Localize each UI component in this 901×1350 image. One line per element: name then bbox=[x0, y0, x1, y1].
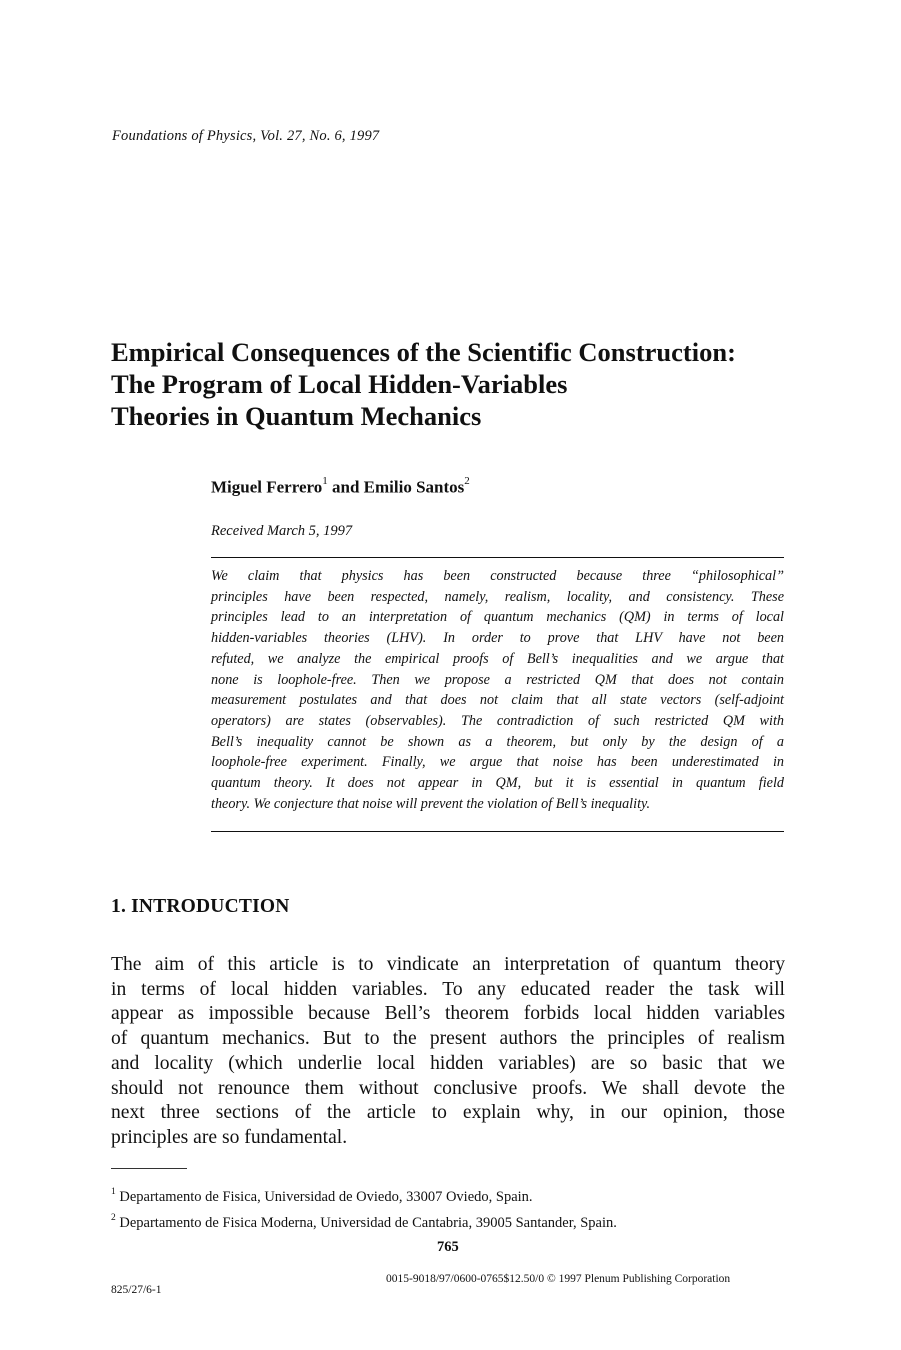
body-line: and locality (which underlie local hidden variables) are so basic that we bbox=[111, 1052, 785, 1074]
body-line: should not renounce them without conclusive proofs. We shall devote the bbox=[111, 1077, 785, 1099]
journal-citation: Foundations of Physics, Vol. 27, No. 6, 1997 bbox=[112, 128, 380, 144]
title-line: Theories in Quantum Mechanics bbox=[111, 401, 482, 431]
footnote-divider bbox=[111, 1168, 187, 1169]
section-body bbox=[111, 953, 785, 1151]
footnote-marker: 2 bbox=[111, 1212, 116, 1223]
footnote bbox=[111, 1208, 617, 1234]
copyright-line: 0015-9018/97/0600-0765$12.50/0 © 1997 Plenum Publishing Corporation bbox=[386, 1273, 731, 1285]
abstract-line: hidden-variables theories (LHV). In order to prove that LHV have not been bbox=[211, 630, 784, 647]
article-title bbox=[111, 336, 831, 432]
footnote-text: Departamento de Fisica, Universidad de Oviedo, 33007 Oviedo, Spain. bbox=[119, 1188, 533, 1205]
footnotes bbox=[111, 1182, 617, 1234]
footnote bbox=[111, 1182, 617, 1208]
abstract-line: principles have been respected, namely, realism, locality, and consistency. These bbox=[211, 588, 784, 605]
body-line: next three sections of the article to explain why, in our opinion, those bbox=[111, 1102, 785, 1124]
abstract bbox=[211, 566, 784, 814]
received-date: Received March 5, 1997 bbox=[211, 523, 353, 539]
title-line: Empirical Consequences of the Scientific Construction: bbox=[111, 337, 736, 367]
author-connector: and bbox=[332, 477, 360, 497]
footnote-marker: 1 bbox=[111, 1187, 116, 1197]
abstract-line: quantum theory. It does not appear in QM, but it is essential in quantum field bbox=[211, 775, 784, 792]
author-list bbox=[211, 477, 470, 498]
abstract-top-rule bbox=[211, 557, 784, 558]
section-heading: 1. INTRODUCTION bbox=[111, 896, 290, 917]
body-line: principles are so fundamental. bbox=[111, 1126, 348, 1148]
footnote-marker: 1 bbox=[322, 475, 328, 487]
body-line: appear as impossible because Bell’s theorem forbids local hidden variables bbox=[111, 1003, 785, 1025]
volume-code: 825/27/6-1 bbox=[111, 1284, 162, 1296]
body-line: The aim of this article is to vindicate an interpretation of quantum theory bbox=[111, 954, 785, 975]
body-line: of quantum mechanics. But to the present authors the principles of realism bbox=[111, 1028, 785, 1050]
author-name: Emilio Santos bbox=[363, 477, 465, 497]
abstract-line: measurement postulates and that does not claim that all state vectors (self-adjoint bbox=[211, 692, 784, 709]
abstract-line: Bell’s inequality cannot be shown as a theorem, but only by the design of a bbox=[211, 733, 784, 750]
footnote-marker: 2 bbox=[464, 475, 470, 487]
footnote-text: Departamento de Fisica Moderna, Universidad de Cantabria, 39005 Santander, Spain. bbox=[119, 1214, 617, 1231]
page-number: 765 bbox=[437, 1239, 459, 1255]
abstract-line: theory. We conjecture that noise will prevent the violation of Bell’s inequality. bbox=[211, 795, 651, 812]
abstract-line: operators) are states (observables). The contradiction of such restricted QM with bbox=[211, 712, 784, 729]
author-name: Miguel Ferrero bbox=[211, 477, 323, 497]
abstract-line: loophole-free experiment. Finally, we argue that noise has been underestimated in bbox=[211, 754, 784, 771]
title-line: The Program of Local Hidden-Variables bbox=[111, 369, 568, 399]
abstract-line: We claim that physics has been constructed because three “philosophical” bbox=[211, 568, 784, 584]
body-line: in terms of local hidden variables. To any educated reader the task will bbox=[111, 978, 785, 1000]
abstract-line: principles lead to an interpretation of quantum mechanics (QM) in terms of local bbox=[211, 609, 784, 626]
abstract-line: none is loophole-free. Then we propose a restricted QM that does not contain bbox=[211, 671, 784, 688]
abstract-line: refuted, we analyze the empirical proofs of Bell’s inequalities and we argue that bbox=[211, 650, 784, 667]
abstract-bottom-rule bbox=[211, 831, 784, 832]
